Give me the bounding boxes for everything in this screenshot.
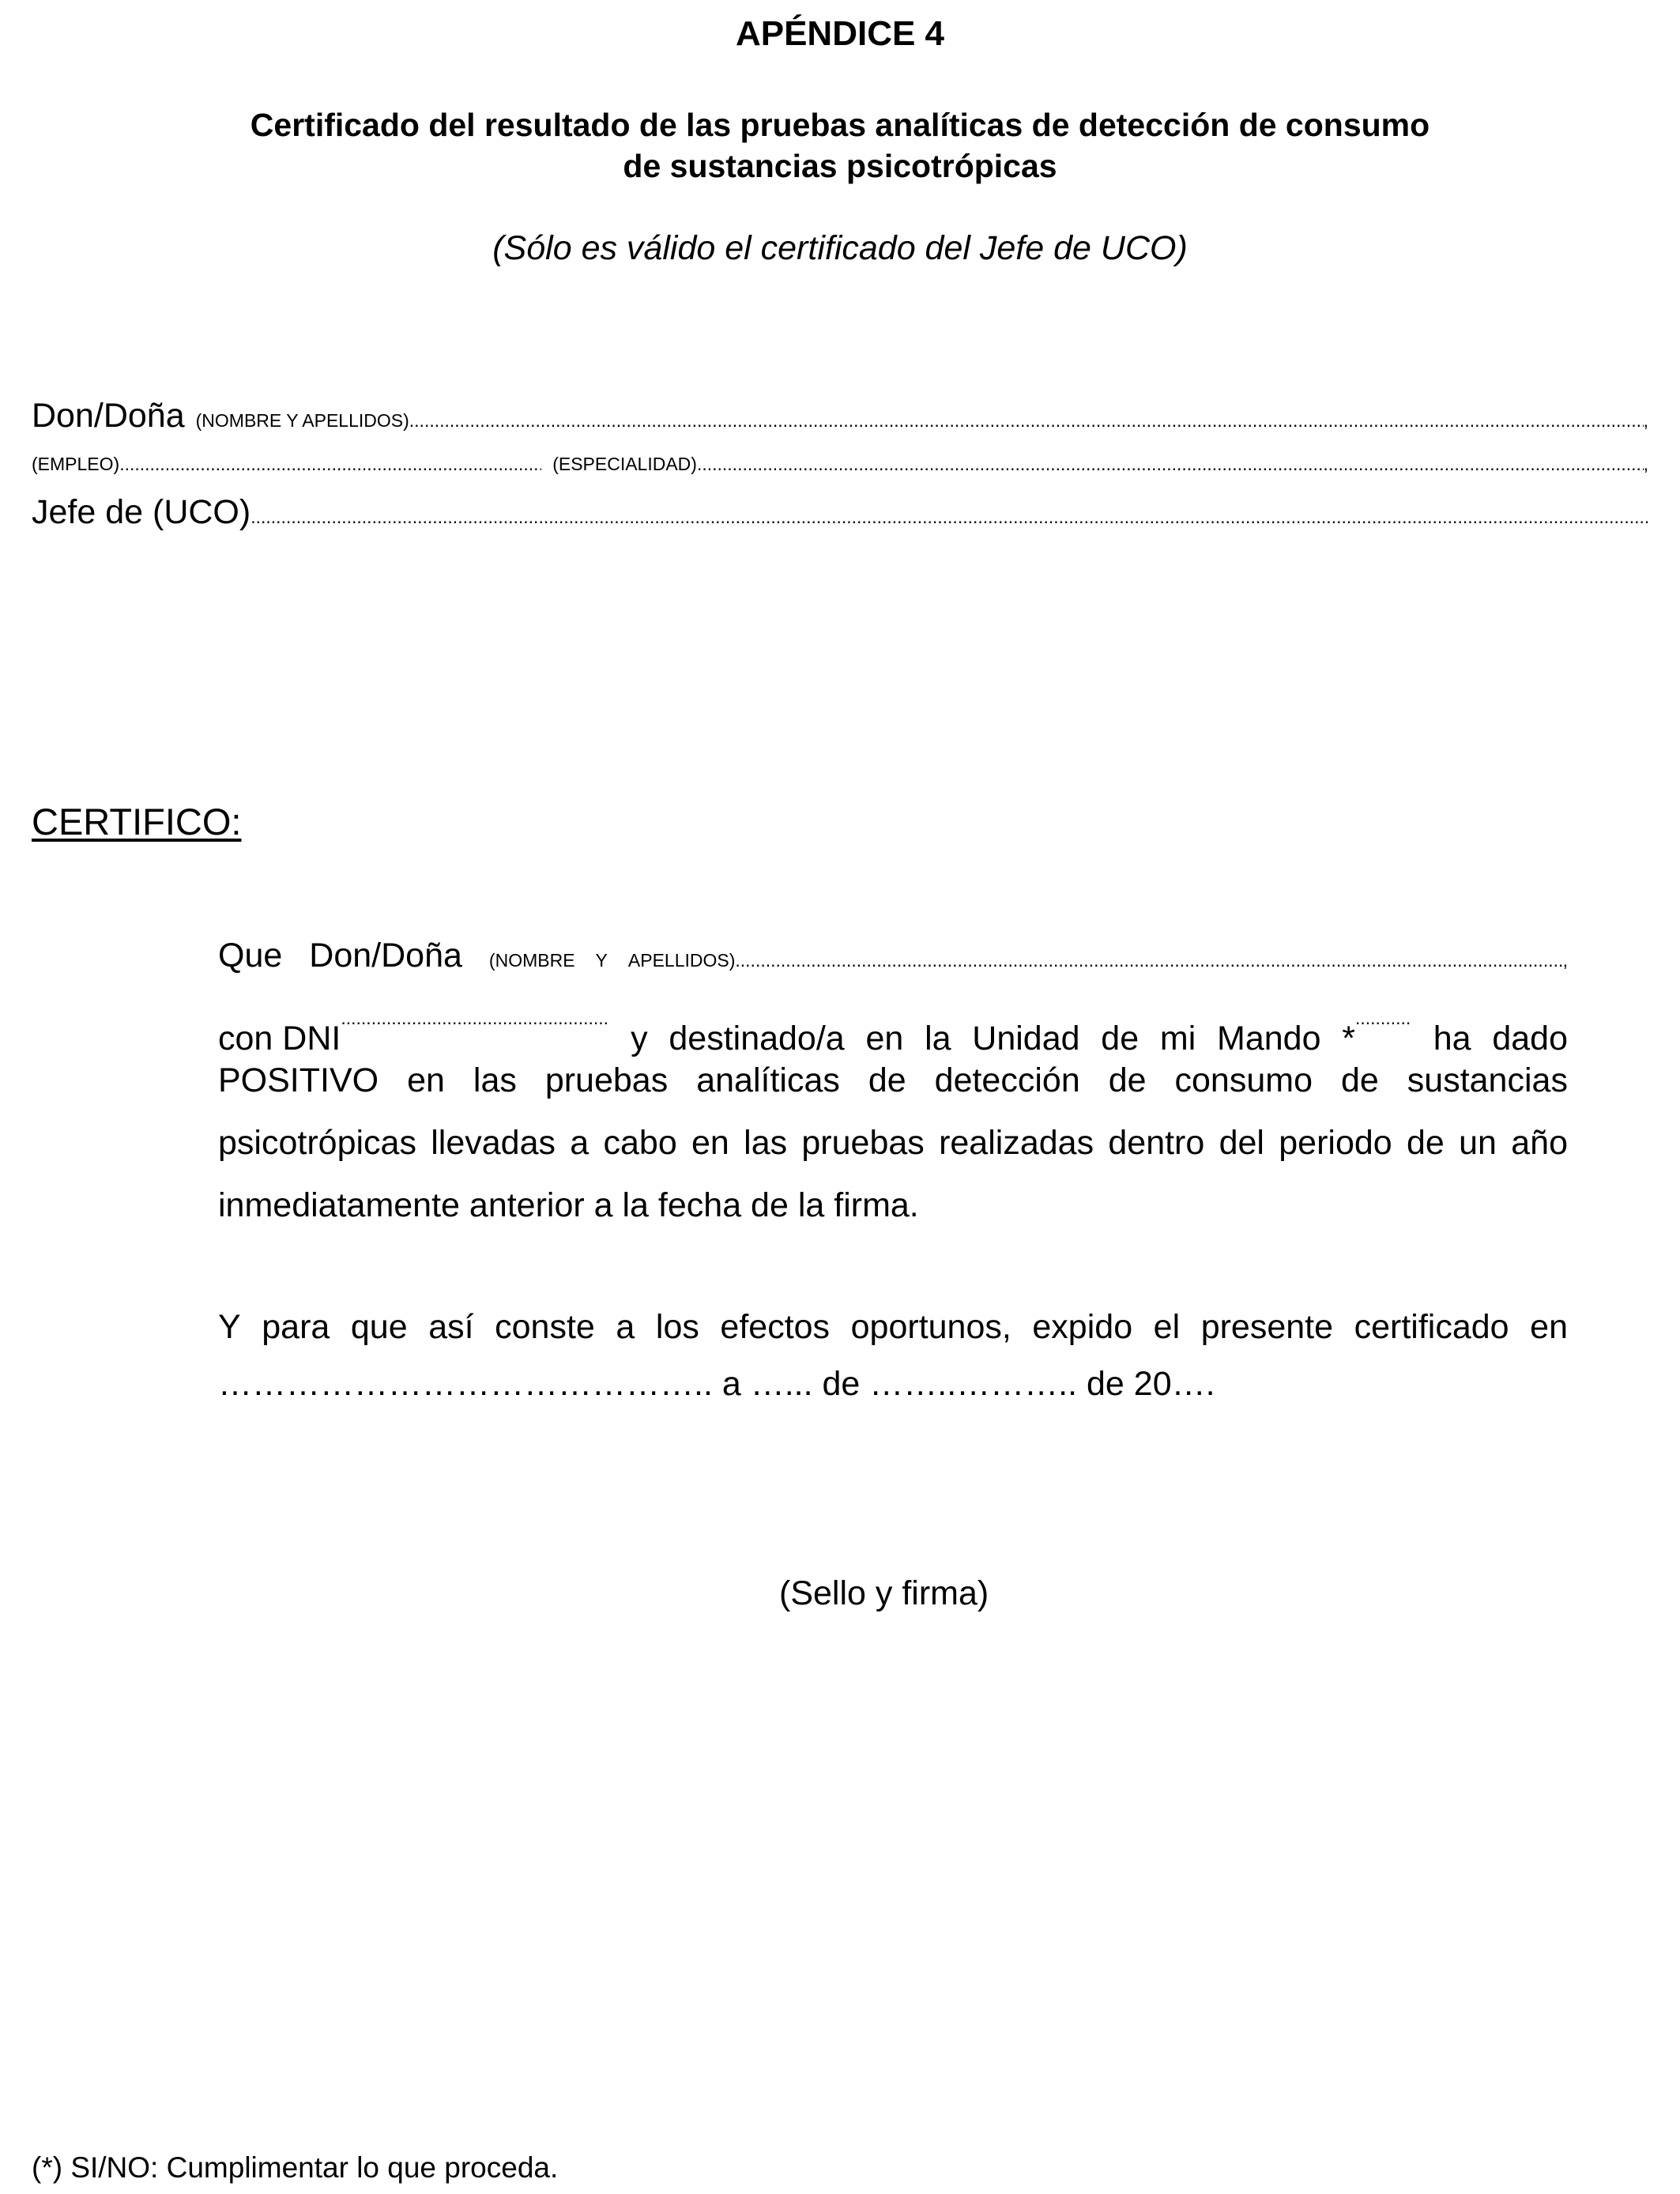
- word: de: [1101, 1020, 1139, 1057]
- date-line[interactable]: [218, 1359, 1568, 1409]
- word: cabo: [603, 1124, 677, 1162]
- footnote: (*) SI/NO: Cumplimentar lo que proceda.: [32, 2151, 559, 2184]
- word: ha: [1433, 1020, 1471, 1057]
- word: a: [616, 1308, 635, 1346]
- body-text: inmediatamente anterior a la fecha de la firma.: [218, 1186, 919, 1224]
- closing-line-1: [218, 1296, 1568, 1359]
- word: de: [1108, 1061, 1147, 1099]
- word: pruebas: [801, 1124, 925, 1162]
- word: Y: [218, 1308, 241, 1346]
- word: analíticas: [696, 1061, 840, 1099]
- word: en: [865, 1020, 904, 1057]
- asterisk: *: [1342, 1020, 1355, 1057]
- word: el: [1153, 1308, 1181, 1346]
- jefe-fill-dots[interactable]: [250, 507, 1648, 528]
- jefe-uco-line[interactable]: [32, 493, 1648, 532]
- body-line-4: [218, 1112, 1568, 1174]
- word: la: [925, 1020, 951, 1057]
- word: presente: [1200, 1308, 1334, 1346]
- especialidad-hint: (ESPECIALIDAD): [552, 454, 697, 474]
- word: dentro: [1108, 1124, 1205, 1162]
- word: oportunos,: [850, 1308, 1011, 1346]
- word: psicotrópicas: [218, 1124, 416, 1162]
- word: Don/Doña: [309, 937, 462, 974]
- date-place-fill[interactable]: …………………………………….. a …... de ……..……….. de 20….: [218, 1365, 1215, 1403]
- jefe-label: Jefe de (UCO): [32, 493, 251, 531]
- name-hint: (NOMBRE Y APELLIDOS): [195, 410, 409, 431]
- word: de: [1340, 1061, 1379, 1099]
- especialidad-fill-dots[interactable]: [697, 454, 1644, 475]
- body-line-3: [218, 1050, 1568, 1112]
- word: las: [473, 1061, 517, 1099]
- sino-fill-dots[interactable]: [1355, 987, 1412, 1050]
- empleo-fill-dots[interactable]: [119, 454, 541, 475]
- page-title: APÉNDICE 4: [735, 14, 945, 53]
- word: año: [1511, 1124, 1568, 1162]
- word: pruebas: [544, 1061, 669, 1099]
- word: destinado/a: [669, 1020, 845, 1057]
- dni-fill-dots[interactable]: [341, 987, 609, 1050]
- word: de: [1406, 1124, 1445, 1162]
- body-line-5: [218, 1174, 1568, 1237]
- certifico-heading: CERTIFICO:: [32, 801, 242, 843]
- word: para: [262, 1308, 330, 1346]
- body-line-2: [218, 987, 1568, 1057]
- empleo-especialidad-line[interactable]: [32, 454, 1648, 475]
- word: en: [407, 1061, 445, 1099]
- word: con: [218, 1020, 273, 1057]
- word: (NOMBRE: [488, 950, 575, 971]
- word: en: [1530, 1308, 1568, 1346]
- subtitle-line-1: Certificado del resultado de las pruebas analíticas de detección de consumo: [250, 107, 1430, 143]
- comma: ,: [1562, 950, 1568, 971]
- word: efectos: [720, 1308, 831, 1346]
- validity-note: (Sólo es válido el certificado del Jefe de UCO): [492, 229, 1188, 267]
- word: y: [631, 1020, 648, 1057]
- word: mi: [1159, 1020, 1196, 1057]
- word: periodo: [1279, 1124, 1392, 1162]
- subtitle-line-2: de sustancias psicotrópicas: [623, 148, 1057, 184]
- word: Y: [595, 950, 608, 971]
- word: del: [1219, 1124, 1264, 1162]
- empleo-hint: (EMPLEO): [32, 454, 120, 474]
- word: dado: [1492, 1020, 1568, 1057]
- body-line-1: [218, 925, 1568, 987]
- word: Que: [218, 937, 283, 974]
- word: las: [744, 1124, 788, 1162]
- word: realizadas: [939, 1124, 1094, 1162]
- document-subtitle: [0, 104, 1680, 187]
- certificate-body: [218, 925, 1568, 1237]
- word: consumo: [1174, 1061, 1313, 1099]
- word: un: [1459, 1124, 1497, 1162]
- seal-and-signature-label: (Sello y firma): [779, 1574, 989, 1612]
- word: sustancias: [1407, 1061, 1568, 1099]
- name-fill-dots[interactable]: [735, 929, 1562, 992]
- comma: ,: [1643, 410, 1648, 431]
- word: a: [570, 1124, 590, 1162]
- word: expido: [1032, 1308, 1133, 1346]
- word: detección: [934, 1061, 1080, 1099]
- word: de: [868, 1061, 906, 1099]
- word: en: [691, 1124, 729, 1162]
- word: POSITIVO: [218, 1061, 379, 1099]
- name-fill-dots[interactable]: [409, 410, 1644, 432]
- word: llevadas: [431, 1124, 556, 1162]
- name-field-line[interactable]: [32, 397, 1648, 435]
- word: APELLIDOS): [627, 950, 736, 971]
- word: los: [655, 1308, 699, 1346]
- comma: ,: [1643, 454, 1648, 474]
- word: así: [428, 1308, 474, 1346]
- don-label: Don/Doña: [32, 397, 185, 435]
- word: conste: [495, 1308, 595, 1346]
- word: que: [350, 1308, 408, 1346]
- word: Unidad: [972, 1020, 1080, 1057]
- word: Mando: [1217, 1020, 1321, 1057]
- word: certificado: [1354, 1308, 1509, 1346]
- closing-paragraph: [218, 1296, 1568, 1409]
- word: DNI: [282, 1020, 341, 1057]
